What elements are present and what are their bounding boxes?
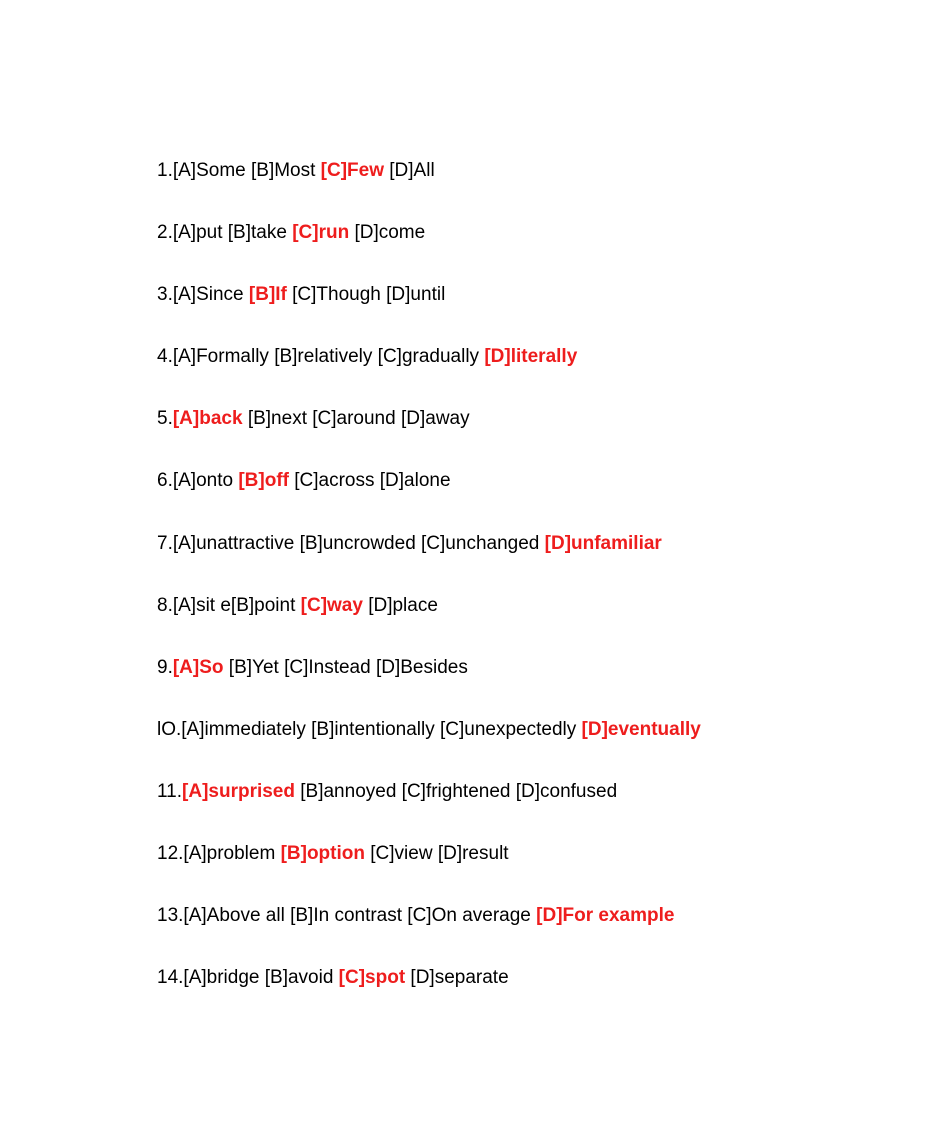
question-text: [C]view [D]result (364, 843, 509, 865)
question-text: [B]annoyed [C]frightened [D]confused (294, 780, 618, 802)
question-text: 12.[A]problem (157, 843, 281, 865)
question-item (157, 406, 701, 468)
question-text: [D]All (384, 160, 435, 181)
question-text: [C]across [D]alone (288, 470, 451, 492)
question-item (157, 344, 701, 406)
answer-option: [A]surprised (182, 780, 295, 802)
question-text: 5. (157, 408, 173, 430)
question-text: [B]next [C]around [D]away (242, 408, 470, 430)
question-text: [B]Yet [C]Instead [D]Besides (223, 656, 468, 678)
question-item (157, 717, 701, 779)
answer-option: [B]If (248, 284, 287, 306)
answer-option: [C]run (292, 222, 350, 244)
question-text: [D]separate (405, 967, 509, 989)
answer-option: [C]way (300, 594, 363, 616)
question-text: 11. (157, 780, 183, 802)
question-item (157, 841, 701, 903)
question-text: 7.[A]unattractive [B]uncrowded [C]unchanged (157, 532, 545, 554)
question-text: [C]Though [D]until (286, 284, 446, 306)
question-item (157, 158, 701, 220)
question-text: 6.[A]onto (157, 470, 239, 492)
answer-option: [B]off (238, 470, 289, 492)
answer-option: [D]For example (536, 905, 675, 927)
question-text: [D]come (349, 222, 426, 244)
question-text: 2.[A]put [B]take (157, 222, 293, 244)
question-text: 13.[A]Above all [B]In contrast [C]On average (157, 905, 537, 927)
answer-option: [D]eventually (581, 718, 701, 740)
question-item (157, 593, 701, 655)
question-item (157, 655, 701, 717)
question-text: 3.[A]Since (157, 284, 249, 306)
question-item (157, 903, 701, 965)
question-text: 8.[A]sit e[B]point (157, 594, 301, 616)
answer-option: [A]So (172, 656, 224, 678)
question-text: 9. (157, 656, 173, 678)
answer-option: [C]Few (320, 160, 384, 181)
question-list (157, 158, 701, 1027)
question-item (157, 531, 701, 593)
answer-option: [C]spot (338, 967, 406, 989)
question-item (157, 282, 701, 344)
answer-option: [A]back (172, 408, 243, 430)
question-text: 4.[A]Formally [B]relatively [C]gradually (157, 346, 485, 368)
question-text: [D]place (362, 594, 438, 616)
question-text: 14.[A]bridge [B]avoid (157, 967, 339, 989)
answer-option: [B]option (280, 843, 365, 865)
answer-option: [D]unfamiliar (544, 532, 662, 554)
question-item (157, 779, 701, 841)
answer-option: [D]literally (484, 346, 578, 368)
question-item (157, 965, 701, 1027)
question-item (157, 468, 701, 530)
question-text: 1.[A]Some [B]Most (157, 160, 321, 181)
question-item (157, 220, 701, 282)
question-text: lO.[A]immediately [B]intentionally [C]unexpectedly (157, 718, 582, 740)
